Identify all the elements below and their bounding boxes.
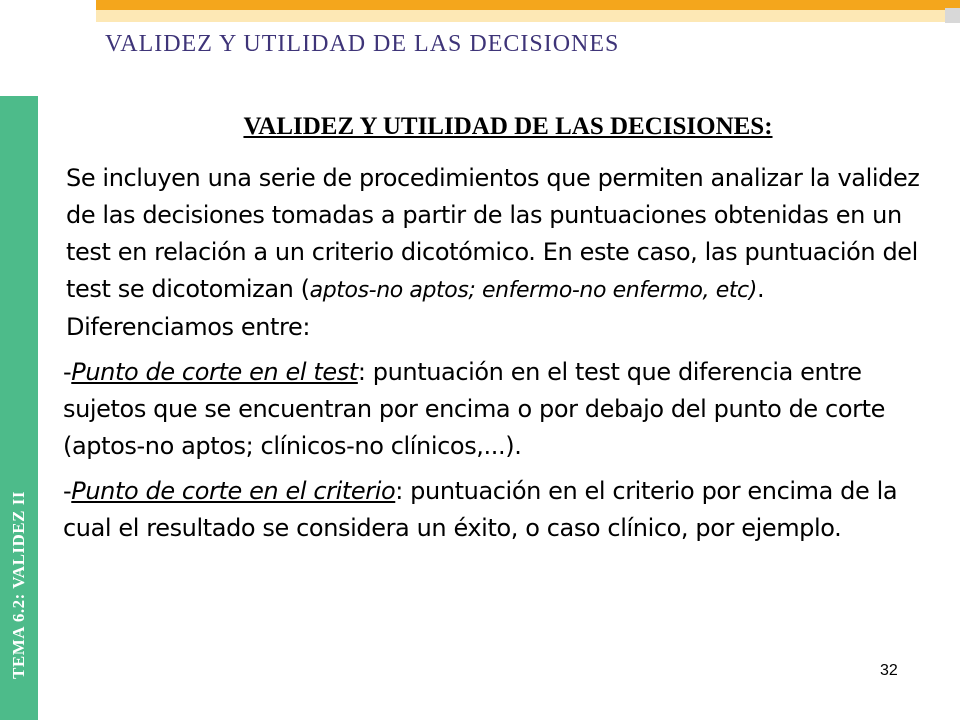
side-label: TEMA 6.2: VALIDEZ II (9, 491, 28, 679)
corner-square (945, 8, 960, 23)
page-number: 32 (880, 662, 898, 679)
point2-term: Punto de corte en el criterio (71, 477, 396, 505)
top-accent-bar-light (96, 10, 960, 22)
point1-text: : puntuación en el test que diferencia entre sujetos que se encuentran por encima o por debajo del punto de corte (aptos-no aptos; clínicos-no clínicos,...). (63, 358, 885, 460)
slide-body (63, 160, 923, 547)
section-heading-text: VALIDEZ Y UTILIDAD DE LAS DECISIONES: (243, 113, 773, 140)
point-criterion-cutoff (63, 473, 923, 547)
point2-dash: - (63, 477, 72, 505)
intro-examples: aptos-no aptos; enfermo-no enfermo, etc) (309, 278, 757, 303)
intro-end: . (756, 275, 765, 303)
section-heading (0, 113, 960, 141)
intro-text: Se incluyen una serie de procedimientos que permiten analizar la validez de las decisiones tomadas a partir de las puntuaciones obtenidas en un test en relación a un criterio dicotómico. En este caso, las puntuación del test se dicotomizan ( (66, 164, 920, 303)
point2-text: : puntuación en el criterio por encima de la cual el resultado se considera un éxito, o caso clínico, por ejemplo. (63, 477, 898, 542)
intro-paragraph (63, 160, 923, 346)
top-accent-bar (96, 0, 960, 10)
slide-header-title: VALIDEZ Y UTILIDAD DE LAS DECISIONES (105, 31, 620, 57)
point1-term: Punto de corte en el test (71, 358, 358, 386)
intro-line2: Diferenciamos entre: (66, 313, 311, 341)
point-test-cutoff (63, 354, 923, 465)
point1-dash: - (63, 358, 72, 386)
